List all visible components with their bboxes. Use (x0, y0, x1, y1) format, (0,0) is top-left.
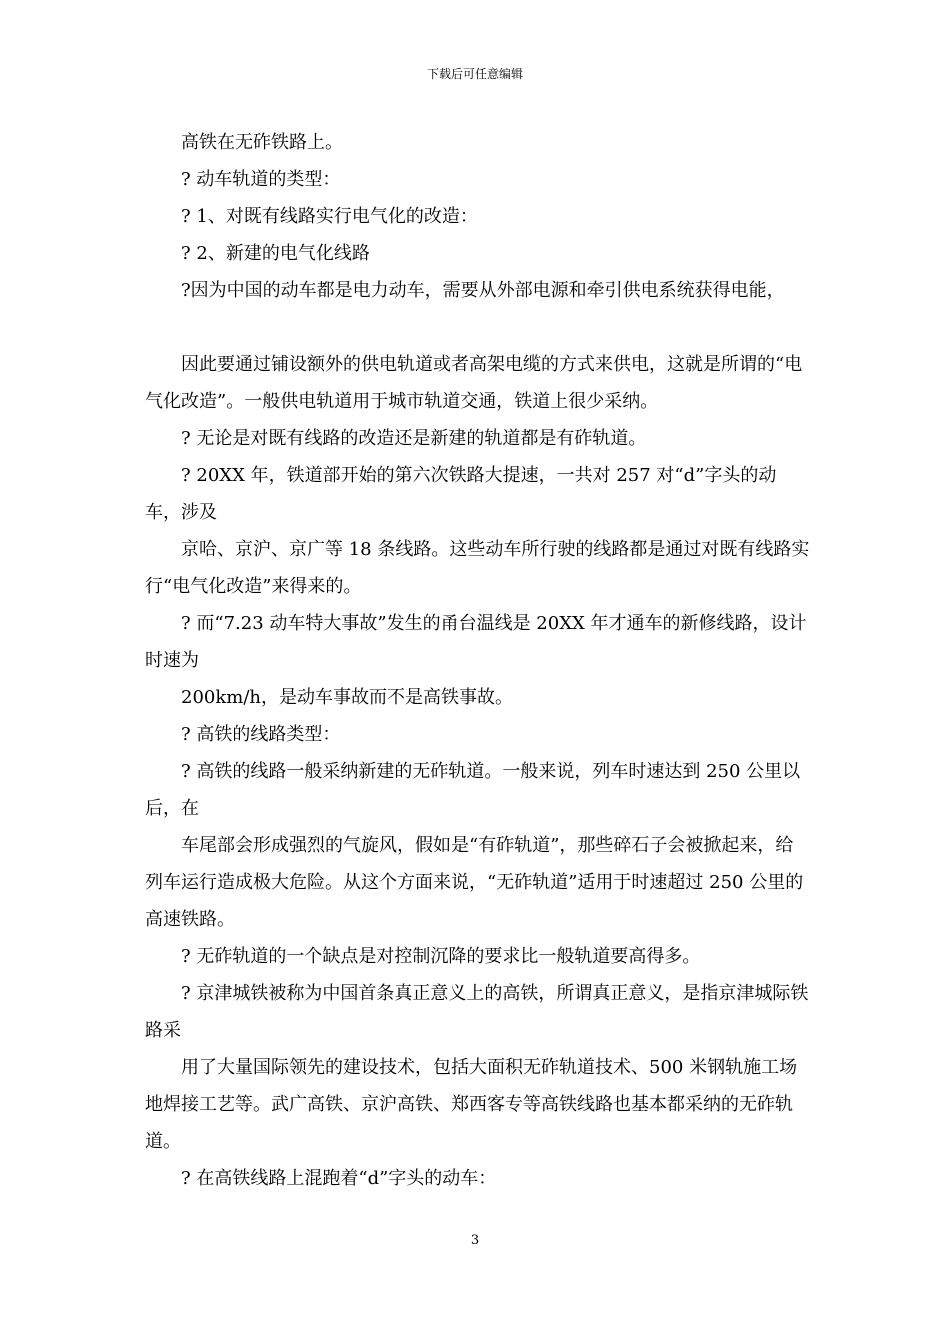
paragraph: ?因为中国的动车都是电力动车，需要从外部电源和牵引供电系统获得电能， (181, 280, 785, 301)
paragraph: ? 1、对既有线路实行电气化的改造： (181, 206, 478, 227)
paragraph: ? 无论是对既有线路的改造还是新建的轨道都是有砟轨道。 (181, 428, 647, 449)
paragraph: 高铁在无砟铁路上。 (181, 132, 343, 153)
paragraph: ? 动车轨道的类型： (181, 169, 341, 190)
paragraph: ? 京津城铁被称为中国首条真正意义上的高铁，所谓真正意义，是指京津城际铁路采 (145, 983, 809, 1041)
document-body (145, 124, 810, 1197)
paragraph: ? 无砟轨道的一个缺点是对控制沉降的要求比一般轨道要高得多。 (181, 946, 701, 967)
paragraph: ? 2、新建的电气化线路 (181, 243, 370, 264)
page-header: 下载后可任意编辑 (426, 67, 523, 81)
paragraph: 因此要通过铺设额外的供电轨道或者高架电缆的方式来供电，这就是所谓的“电气化改造”。一般供电轨道用于城市轨道交通，铁道上很少采纳。 (145, 354, 803, 412)
paragraph: 200km/h，是动车事故而不是高铁事故。 (181, 687, 513, 708)
paragraph: 车尾部会形成强烈的气旋风，假如是“有砟轨道”，那些碎石子会被掀起来，给列车运行造成极大危险。从这个方面来说，“无砟轨道”适用于时速超过 250 公里的高速铁路。 (145, 835, 804, 930)
paragraph: ? 高铁的线路类型： (181, 724, 341, 745)
paragraph: 京哈、京沪、京广等 18 条线路。这些动车所行驶的线路都是通过对既有线路实行“电气化改造”来得来的。 (145, 539, 810, 597)
paragraph: ? 而“7.23 动车特大事故”发生的甬台温线是 20XX 年才通车的新修线路，设计时速为 (145, 613, 807, 671)
paragraph-gap (145, 309, 810, 346)
page-number: 3 (470, 1233, 480, 1248)
paragraph: ? 在高铁线路上混跑着“d”字头的动车： (181, 1168, 497, 1189)
paragraph: 用了大量国际领先的建设技术，包括大面积无砟轨道技术、500 米钢轨施工场地焊接工艺等。武广高铁、京沪高铁、郑西客专等高铁线路也基本都采纳的无砟轨道。 (145, 1057, 798, 1152)
paragraph: ? 20XX 年，铁道部开始的第六次铁路大提速，一共对 257 对“d”字头的动车，涉及 (145, 465, 777, 523)
paragraph: ? 高铁的线路一般采纳新建的无砟轨道。一般来说，列车时速达到 250 公里以后，在 (145, 761, 801, 819)
